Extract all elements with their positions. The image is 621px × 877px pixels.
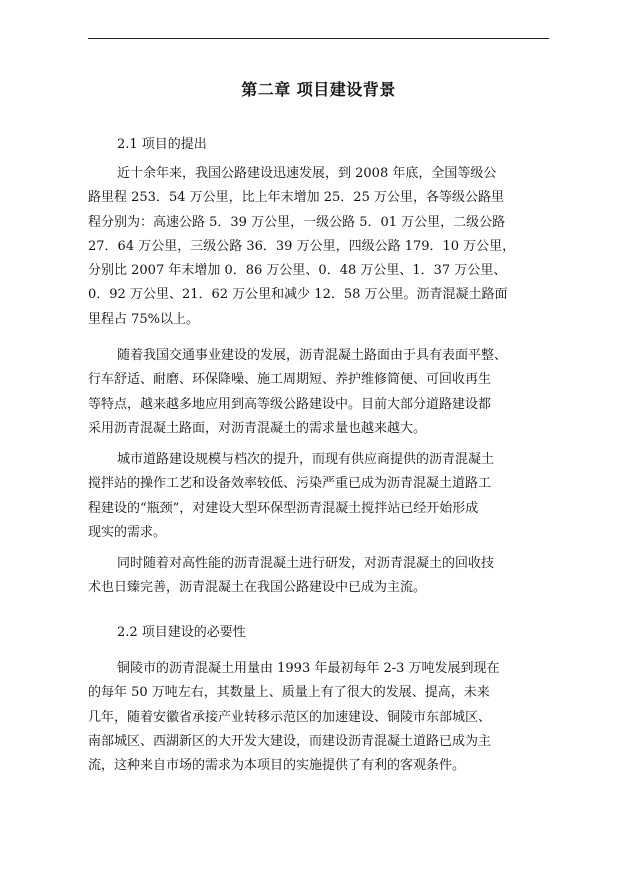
paragraph-line: 随着我国交通事业建设的发展，沥青混凝土路面由于具有表面平整、 [117,348,508,363]
paragraph-asphalt-advantages [88,344,549,441]
chapter-title: 第二章 项目建设背景 [241,80,396,99]
section-heading-project-proposal: 2.1 项目的提出 [117,137,207,152]
paragraph-line: 近十余年来，我国公路建设迅速发展，到 2008 年底，全国等级公 [117,166,497,181]
paragraph-line: 程建设的“瓶颈”，对建设大型环保型沥青混凝土搅拌站已经开始形成 [88,500,479,516]
paragraph-line: 程分别为：高速公路 5．39 万公里，一级公路 5．01 万公里，二级公路 [88,214,506,230]
paragraph-line: 同时随着对高性能的沥青混凝土进行研发，对沥青混凝土的回收技 [117,556,495,571]
paragraph-line: 行车舒适、耐磨、环保降噪、施工周期短、养护维修简便、可回收再生 [88,372,492,388]
paragraph-highway-statistics [88,162,549,332]
paragraph-line: 0．92 万公里、21．62 万公里和减少 12．58 万公里。沥青混凝土路面 [88,287,508,303]
paragraph-line: 里程占 75%以上。 [88,311,200,327]
paragraph-recycling-technology [88,552,549,601]
paragraph-line: 路里程 253．54 万公里，比上年末增加 25．25 万公里，各等级公路里 [88,190,504,206]
paragraph-line: 几年，随着安徽省承接产业转移示范区的加速建设、铜陵市东部城区、 [88,709,492,725]
paragraph-line: 搅拌站的操作工艺和设备效率较低、污染严重已成为沥青混凝土道路工 [88,476,492,492]
paragraph-line: 流，这种来自市场的需求为本项目的实施提供了有利的客观条件。 [88,758,466,774]
paragraph-line: 等特点，越来越多地应用到高等级公路建设中。目前大部分道路建设都 [88,396,492,412]
paragraph-line: 分别比 2007 年末增加 0．86 万公里、0．48 万公里、1．37 万公里、 [88,263,507,279]
paragraph-line: 南部城区、西湖新区的大开发大建设，而建设沥青混凝土道路已成为主 [88,733,492,749]
paragraph-line: 现实的需求。 [88,524,167,540]
paragraph-line: 的每年 50 万吨左右，其数量上、质量上有了很大的发展、提高，未来 [88,685,490,701]
header-rule [88,38,549,39]
paragraph-line: 术也日臻完善，沥青混凝土在我国公路建设中已成为主流。 [88,580,427,596]
paragraph-line: 27．64 万公里，三级公路 36．39 万公里，四级公路 179．10 万公里， [88,238,516,254]
paragraph-tongling-demand [88,657,549,778]
paragraph-line: 城市道路建设规模与档次的提升，而现有供应商提供的沥青混凝土 [117,452,495,467]
paragraph-line: 采用沥青混凝土路面，对沥青混凝土的需求量也越来越大。 [88,420,427,436]
paragraph-line: 铜陵市的沥青混凝土用量由 1993 年最初每年 2-3 万吨发展到现在 [117,661,500,676]
paragraph-urban-road-bottleneck [88,448,549,545]
section-heading-necessity: 2.2 项目建设的必要性 [117,625,246,640]
